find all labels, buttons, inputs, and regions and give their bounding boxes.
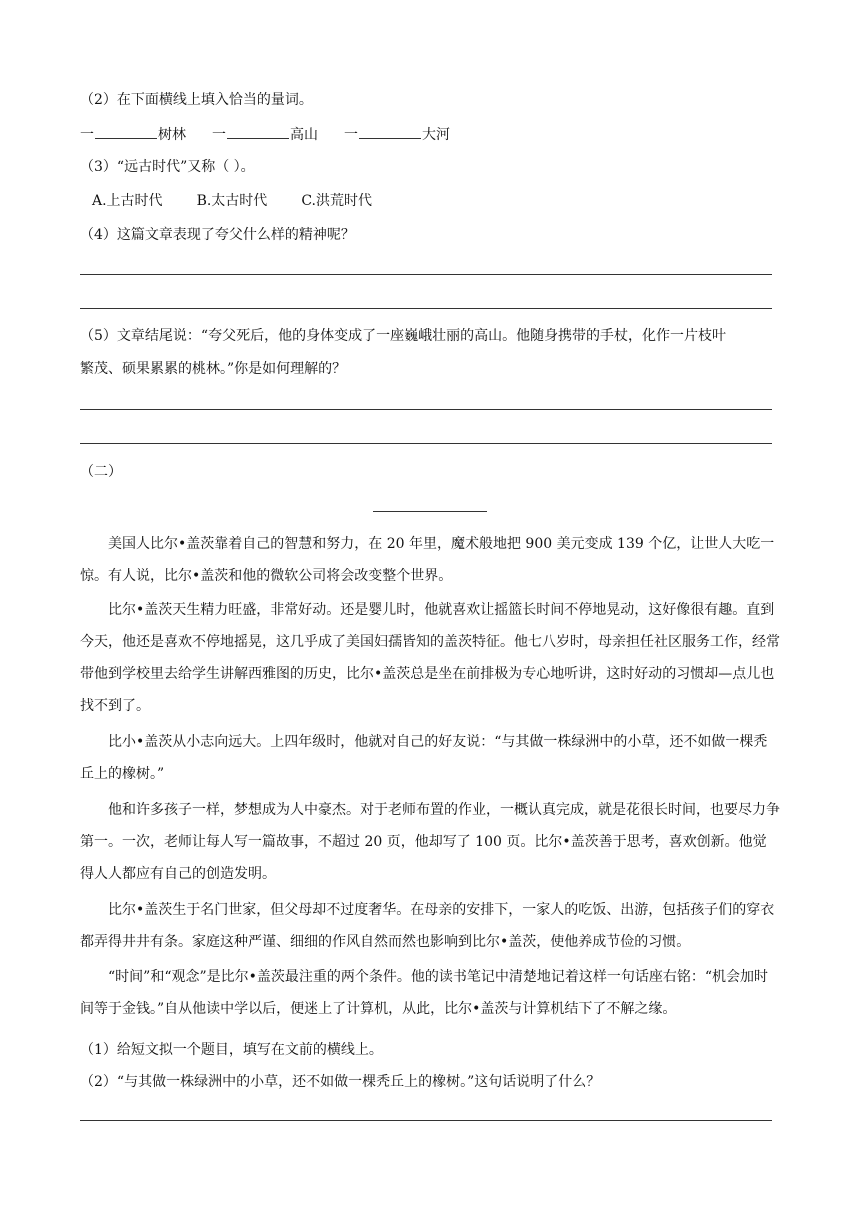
fill-prefix: 一 <box>80 127 94 143</box>
answer-line[interactable] <box>80 308 772 309</box>
passage-question-2: （2）“与其做一株绿洲中的小草，还不如做一棵秃丘上的橡树。”这句话说明了什么？ <box>80 1074 601 1090</box>
answer-line[interactable] <box>80 274 772 275</box>
passage-question-1: （1）给短文拟一个题目，填写在文前的横线上。 <box>80 1042 383 1058</box>
question-4: （4）这篇文章表现了夸父什么样的精神呢？ <box>80 227 355 243</box>
title-blank-line[interactable] <box>373 511 487 512</box>
option-b[interactable]: B.太古时代 <box>196 193 268 209</box>
passage-paragraph: 他和许多孩子一样，梦想成为人中豪杰。对于老师布置的作业，一概认真完成，就是花很长时间，也要尽力争第一。一次，老师让每人写一篇故事，不超过 20 页，他却写了 100 页。比尔•盖茨善于思考，喜欢创新。他觉得人人都应有自己的创造发明。 <box>80 802 780 882</box>
question-2: （2）在下面横线上填入恰当的量词。 <box>80 92 313 108</box>
measure-word-blank-1[interactable] <box>95 123 157 139</box>
passage-paragraph: 比小•盖茨从小志向远大。上四年级时，他就对自己的好友说：“与其做一株绿洲中的小草，还不如做一棵秃丘上的橡树。” <box>80 734 768 782</box>
fill-word: 高山 <box>290 127 318 143</box>
passage-paragraph: 比尔•盖茨天生精力旺盛，非常好动。还是婴儿时，他就喜欢让摇篮长时间不停地晃动，这好像很有趣。直到今天，他还是喜欢不停地摇晃，这几乎成了美国妇孺皆知的盖茨特征。他七八岁时，母亲担任社区服务工作，经常带他到学校里去给学生讲解西雅图的历史，比尔•盖茨总是坐在前排极为专心地听讲，这时好动的习惯却—点儿也找不到了。 <box>80 602 780 714</box>
measure-word-row <box>80 123 780 145</box>
fill-word: 大河 <box>422 127 450 143</box>
answer-line[interactable] <box>80 409 772 410</box>
passage-paragraph: 美国人比尔•盖茨靠着自己的智慧和努力，在 20 年里，魔术般地把 900 美元变成 139 个亿，让世人大吃一惊。有人说，比尔•盖茨和他的微软公司将会改变整个世界。 <box>80 536 775 584</box>
question-3: （3）“远古时代”又称（ ）。 <box>80 159 255 175</box>
fill-prefix: 一 <box>344 127 358 143</box>
measure-word-blank-2[interactable] <box>227 123 289 139</box>
measure-word-blank-3[interactable] <box>359 123 421 139</box>
fill-prefix: 一 <box>212 127 226 143</box>
question-3-options <box>92 191 792 211</box>
question-5-line-1: （5）文章结尾说：“夸父死后，他的身体变成了一座巍峨壮丽的高山。他随身携带的手杖，化作一片枝叶 <box>80 328 727 344</box>
section-heading: （二） <box>80 464 122 480</box>
option-a[interactable]: A.上古时代 <box>92 193 163 209</box>
option-c[interactable]: C.洪荒时代 <box>301 193 372 209</box>
fill-word: 树林 <box>158 127 186 143</box>
question-5-line-2: 繁茂、硕果累累的桃林。”你是如何理解的？ <box>80 361 347 377</box>
passage-paragraph: “时间”和“观念”是比尔•盖茨最注重的两个条件。他的读书笔记中清楚地记着这样一句话座右铭：“机会加时间等于金钱。”自从他读中学以后，便迷上了计算机，从此，比尔•盖茨与计算机结下了不解之缘。 <box>80 969 769 1017</box>
answer-line[interactable] <box>80 443 772 444</box>
answer-line[interactable] <box>80 1120 772 1121</box>
passage-paragraph: 比尔•盖茨生于名门世家，但父母却不过度奢华。在母亲的安排下，一家人的吃饭、出游，包括孩子们的穿衣都弄得井井有条。家庭这种严谨、细细的作风自然而然也影响到比尔•盖茨，使他养成节俭的习惯。 <box>80 902 775 950</box>
